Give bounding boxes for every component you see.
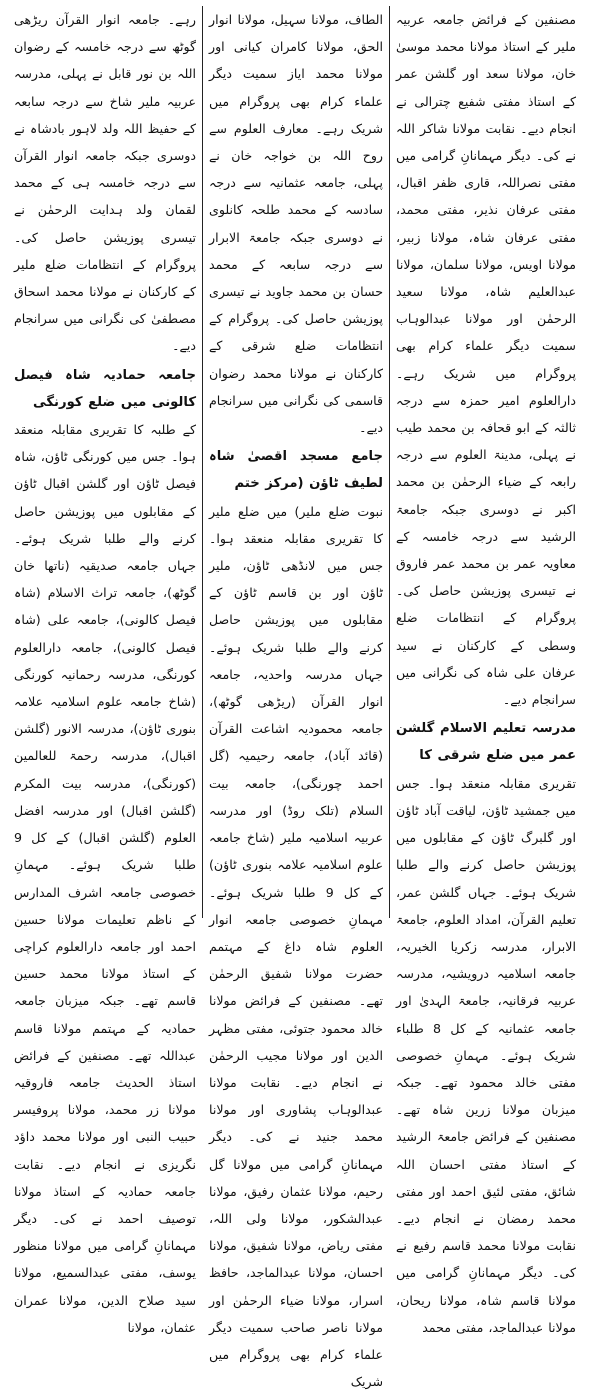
section-heading: جامعہ حمادیہ شاہ فیصل کالونی میں ضلع کورنگی — [14, 367, 196, 410]
article-paragraph: مصنفین کے فرائض جامعہ عربیہ ملیر کے استاذ مولانا محمد موسیٰ خان، مولانا سعد اور گلشن عمر کے استاذ مفتی شفیع چترالی نے انجام دیے۔ نقابت مولانا شاکر اللہ نے کی۔ دیگر مہمانانِ گرامی میں مفتی نصراللہ، قاری ظفر اقبال، مفتی عرفان نذیر، مفتی محمد، مفتی عرفان شاہ، مولانا زبیر، مولانا اویس، مولانا سلمان، مولانا عبدالعلیم شاہ، مولانا سعید الرحمٰن اور مولانا عبدالوہاب سمیت دیگر علماء کرام بھی پروگرام میں شریک رہے۔ دارالعلوم امیر حمزہ سے درجہ ثالثہ کے ابو قحافہ بن محمد طیب نے پہلی، مدینۃ العلوم سے درجہ رابعہ کے ضیاء الرحمٰن بن محمد اکبر نے دوسری جبکہ جامعۃ الرشید سے درجہ خامسہ کے معاویہ عمر بن محمد عمر فاروق نے تیسری پوزیشن حاصل کی۔ پروگرام کے انتظامات ضلع وسطی کے کارکنان نے سید عرفان علی شاہ کی نگرانی میں سرانجام دیے۔ — [396, 12, 576, 708]
article-paragraph: الطاف، مولانا سہیل، مولانا انوار الحق، مولانا کامران کیانی اور مولانا محمد ایاز سمیت دیگر علماء کرام بھی پروگرام میں شریک رہے۔ معارف العلوم سے روح اللہ بن خواجہ خان نے پہلی، جامعہ عثمانیہ سے درجہ سادسہ کے محمد طلحہ کانلوی نے دوسری جبکہ جامعۃ الابرار سے درجہ سابعہ کے محمد حسان بن محمد جاوید نے تیسری پوزیشن حاصل کی۔ پروگرام کے انتظامات ضلع شرقی کے کارکنان نے مولانا محمد رضوان قاسمی کی نگرانی میں سرانجام دیے۔ — [208, 12, 383, 436]
column-left — [8, 6, 202, 1335]
column-right — [390, 6, 582, 1335]
column-middle — [202, 6, 390, 1390]
section-heading: جامع مسجد اقصیٰ شاہ لطیف ٹاؤن (مرکز ختم — [209, 449, 383, 492]
article-paragraph: رہے۔ جامعہ انوار القرآن ریڑھی گوٹھ سے درجہ خامسہ کے رضوان اللہ بن نور قابل نے پہلی، مدرسہ عربیہ ملیر شاخ سے درجہ سابعہ کے حفیظ اللہ ولد لاہور بادشاہ نے دوسری جبکہ جامعہ انوار القرآن سے درجہ خامسہ ہی کے محمد لقمان ولد ہدایت الرحمٰن نے تیسری پوزیشن حاصل کی۔ پروگرام کے انتظامات ضلع ملیر کے کارکنان نے مولانا محمد اسحاق مصطفیٰ کی نگرانی میں سرانجام دیے۔ — [14, 12, 196, 354]
section-heading: مدرسہ تعلیم الاسلام گلشن عمر میں ضلع شرقی کا — [396, 721, 576, 764]
article-paragraph: نبوت ضلع ملیر) میں ضلع ملیر کا تقریری مقابلہ منعقد ہوا۔ جس میں لانڈھی ٹاؤن، ملیر ٹاؤن اور بن قاسم ٹاؤن کے مقابلوں میں پوزیشن حاصل کرنے والے طلبا شریک ہوئے۔ جہاں مدرسہ واحدیہ، جامعہ انوار القرآن (ریڑھی گوٹھ)، جامعہ محمودیہ اشاعت القرآن (قائد آباد)، جامعہ رحیمیہ (گل احمد چورنگی)، جامعہ بیت السلام (تلک روڈ) اور مدرسہ عربیہ اسلامیہ ملیر (شاخ جامعہ علوم اسلامیہ علامہ بنوری ٹاؤن) کے کل 9 طلبا شریک ہوئے۔ مہمانِ خصوصی جامعہ انوار العلوم شاہ داغ کے مہتمم حضرت مولانا شفیق الرحمٰن تھے۔ مصنفین کے فرائض مولانا خالد محمود جتوئی، مفتی مظہر الدین اور مولانا مجیب الرحمٰن نے انجام دیے۔ نقابت مولانا عبدالوہاب پشاوری اور مولانا محمد جنید نے کی۔ دیگر مہمانانِ گرامی میں مولانا گل رحیم، مولانا عثمان رفیق، مولانا عبدالشکور، مولانا ولی اللہ، مفتی ریاض، مولانا شفیق، مولانا احسان، مولانا عبدالماجد، حافظ اسرار، مولانا ضیاء الرحمٰن اور مولانا ناصر صاحب سمیت دیگر علماء کرام بھی پروگرام میں شریک — [209, 503, 383, 1390]
article-paragraph: کے طلبہ کا تقریری مقابلہ منعقد ہوا۔ جس میں کورنگی ٹاؤن، شاہ فیصل ٹاؤن اور گلشن اقبال ٹاؤن کے مقابلوں میں پوزیشن حاصل کرنے والے طلبا شریک ہوئے۔ جہاں جامعہ صدیقیہ (ناتھا خان گوٹھ)، جامعہ تراث الاسلام (شاہ فیصل کالونی)، جامعہ علی (شاہ فیصل کالونی)، جامعہ دارالعلوم کورنگی، مدرسہ رحمانیہ کورنگی (شاخ جامعہ علوم اسلامیہ علامہ بنوری ٹاؤن)، مدرسہ الانور (گلشن اقبال)، مدرسہ رحمۃ للعالمین (کورنگی)، مدرسہ بیت المکرم (گلشن اقبال) اور مدرسہ افضل العلوم (گلشن اقبال) کے کل 9 طلبا شریک ہوئے۔ مہمانِ خصوصی جامعہ اشرف المدارس کے ناظم تعلیمات مولانا حسین احمد اور جامعہ دارالعلوم کراچی کے استاذ مولانا محمد حسین قاسم تھے۔ جبکہ میزبان جامعہ حمادیہ کے مہتمم مولانا قاسم عبداللہ تھے۔ مصنفین کے فرائض استاذ الحدیث جامعہ فاروقیہ مولانا زر محمد، مولانا پروفیسر حبیب النبی اور مولانا محمد داؤد نگریزی نے انجام دیے۔ نقابت جامعہ حمادیہ کے استاذ مولانا توصیف احمد نے کی۔ دیگر مہمانانِ گرامی میں مولانا منظور یوسف، مفتی عبدالسمیع، مولانا سید صلاح الدین، مولانا عمران عثمان، مولانا — [14, 422, 196, 1335]
article-paragraph: تقریری مقابلہ منعقد ہوا۔ جس میں جمشید ٹاؤن، لیاقت آباد ٹاؤن اور گلبرگ ٹاؤن کے مقابلوں میں پوزیشن حاصل کرنے والے طلبا شریک ہوئے۔ جہاں گلشن عمر، تعلیم القرآن، امداد العلوم، جامعۃ الابرار، مدرسہ زکریا الخیریہ، جامعہ اسلامیہ درویشیہ، مدرسہ عربیہ فرقانیہ، جامعۃ الہدیٰ اور جامعہ عثمانیہ کے کل 8 طلباء شریک ہوئے۔ مہمانِ خصوصی مفتی خالد محمود تھے۔ جبکہ میزبان مولانا زرین شاہ تھے۔ مصنفین کے فرائض جامعۃ الرشید کے استاذ مفتی احسان اللہ شائق، مفتی لئیق احمد اور مفتی محمد رمضان نے انجام دیے۔ نقابت مولانا محمد قاسم رفیع نے کی۔ دیگر مہمانانِ گرامی میں مولانا قاسم شاہ، مولانا ریحان، مولانا عبدالماجد، مفتی محمد — [396, 775, 576, 1335]
